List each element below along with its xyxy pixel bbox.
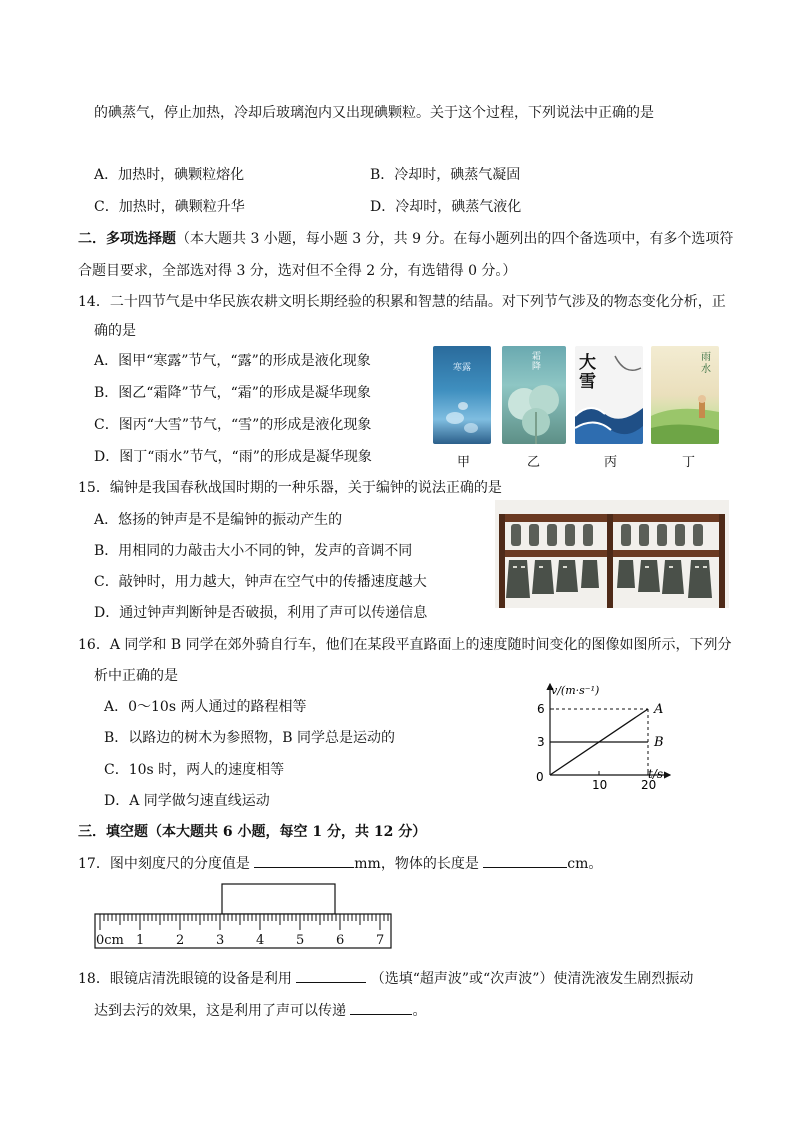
q14-option-a: A．图甲“寒露”节气，“露”的形成是液化现象 [94, 353, 371, 369]
poster-daxue-title: 大雪 [579, 353, 596, 392]
y-tick-label: 6 [537, 702, 545, 716]
q14-stem-line1: 14．二十四节气是中华民族农耕文明长期经验的积累和智慧的结晶。对下列节气涉及的物态变化分析，正 [78, 294, 726, 310]
q18-line2 [94, 1000, 426, 1020]
ruler-label: 1 [136, 933, 145, 948]
q16-option-a: A．0～10s 两人通过的路程相等 [104, 699, 307, 715]
section2-text1: （本大题共 3 小题，每小题 3 分，共 9 分。在每小题列出的四个备选项中，有多个选项符 [176, 231, 734, 247]
poster-hanlu-title: 寒露 [453, 363, 472, 373]
ruler-label: 5 [296, 933, 305, 948]
q16-option-d: D．A 同学做匀速直线运动 [104, 793, 270, 809]
q18-blank-wave[interactable] [296, 968, 366, 983]
section2-text2: 合题目要求，全部选对得 3 分，选对但不全得 2 分，有选错得 0 分。） [78, 263, 517, 279]
bianzhong-image [495, 500, 729, 608]
q18-line1 [78, 968, 693, 988]
ruler-figure [92, 882, 396, 952]
measured-object [222, 884, 335, 914]
q14-option-d: D．图丁“雨水”节气，“雨”的形成是凝华现象 [94, 449, 372, 465]
caption-bing: 丙 [604, 455, 618, 470]
q17-text-pre: 17．图中刻度尺的分度值是 [78, 856, 250, 872]
q18-text-line2-pre: 达到去污的效果，这是利用了声可以传递 [94, 1003, 346, 1019]
poster-yushui-title: 雨水 [701, 352, 711, 375]
velocity-time-graph [520, 678, 680, 790]
y-axis-label: v/(m·s⁻¹) [551, 684, 600, 697]
q15-option-b: B．用相同的力敲击大小不同的钟，发声的音调不同 [94, 543, 413, 559]
q14-option-c: C．图丙“大雪”节气，“雪”的形成是液化现象 [94, 417, 372, 433]
q13-option-a: A．加热时，碘颗粒熔化 [94, 167, 245, 183]
caption-yi: 乙 [527, 455, 541, 470]
section3-heading: 三．填空题（本大题共 6 小题，每空 1 分，共 12 分） [78, 824, 427, 840]
section2-line1 [78, 228, 733, 248]
q17-blank-division[interactable] [254, 853, 354, 868]
q17-text-mid: mm，物体的长度是 [354, 856, 479, 872]
q13-option-c: C．加热时，碘颗粒升华 [94, 199, 245, 215]
y-tick-label: 3 [537, 735, 545, 749]
q18-text-mid: （选填“超声波”或“次声波”）使清洗液发生剧烈振动 [370, 971, 694, 987]
origin-label: 0 [536, 770, 544, 784]
poster-shuangjiang-title: 霜降 [532, 352, 542, 372]
q17-text-post: cm。 [567, 856, 603, 872]
q17-line [78, 853, 602, 873]
poster-hanlu-image [433, 346, 491, 444]
q18-blank-transfer[interactable] [350, 1000, 412, 1015]
series-label-A: A [654, 702, 664, 717]
ruler-label: 0cm [96, 933, 124, 948]
x-tick-label: 20 [641, 778, 657, 790]
q16-option-b: B．以路边的树木为参照物，B 同学总是运动的 [104, 730, 396, 746]
q16-option-c: C．10s 时，两人的速度相等 [104, 762, 285, 778]
q18-text-line2-post: 。 [412, 1003, 427, 1019]
q13-option-b: B．冷却时，碘蒸气凝固 [370, 167, 521, 183]
poster-shuangjiang-image [502, 346, 566, 444]
ruler-label: 4 [256, 933, 265, 948]
q15-option-a: A．悠扬的钟声是不是编钟的振动产生的 [94, 512, 343, 528]
q13-option-d: D．冷却时，碘蒸气液化 [370, 199, 522, 215]
poster-daxue-image [575, 346, 643, 444]
x-tick-label: 10 [592, 778, 608, 790]
x-axis-label: t/s [648, 767, 664, 781]
q16-stem-line2: 析中正确的是 [94, 668, 178, 684]
ruler-label: 6 [336, 933, 345, 948]
q14-stem-line2: 确的是 [94, 323, 136, 339]
ruler-label: 3 [216, 933, 225, 948]
caption-ding: 丁 [682, 455, 696, 470]
q17-blank-length[interactable] [483, 853, 567, 868]
q16-stem-line1: 16．A 同学和 B 同学在郊外骑自行车，他们在某段平直路面上的速度随时间变化的图像如图所示，下列分 [78, 637, 732, 653]
q18-text-pre: 18．眼镜店清洗眼镜的设备是利用 [78, 971, 292, 987]
q15-option-c: C．敲钟时，用力越大，钟声在空气中的传播速度越大 [94, 574, 427, 590]
series-label-B: B [654, 735, 664, 750]
q13-stem-cont: 的碘蒸气，停止加热，冷却后玻璃泡内又出现碘颗粒。关于这个过程，下列说法中正确的是 [94, 105, 654, 121]
q15-stem: 15．编钟是我国春秋战国时期的一种乐器，关于编钟的说法正确的是 [78, 480, 502, 496]
section2-heading: 二．多项选择题 [78, 231, 176, 247]
ruler-label: 2 [176, 933, 185, 948]
q14-option-b: B．图乙“霜降”节气，“霜”的形成是凝华现象 [94, 385, 371, 401]
caption-jia: 甲 [457, 455, 471, 470]
ruler-label: 7 [376, 933, 385, 948]
q15-option-d: D．通过钟声判断钟是否破损，利用了声可以传递信息 [94, 605, 428, 621]
poster-yushui-image [651, 346, 719, 444]
